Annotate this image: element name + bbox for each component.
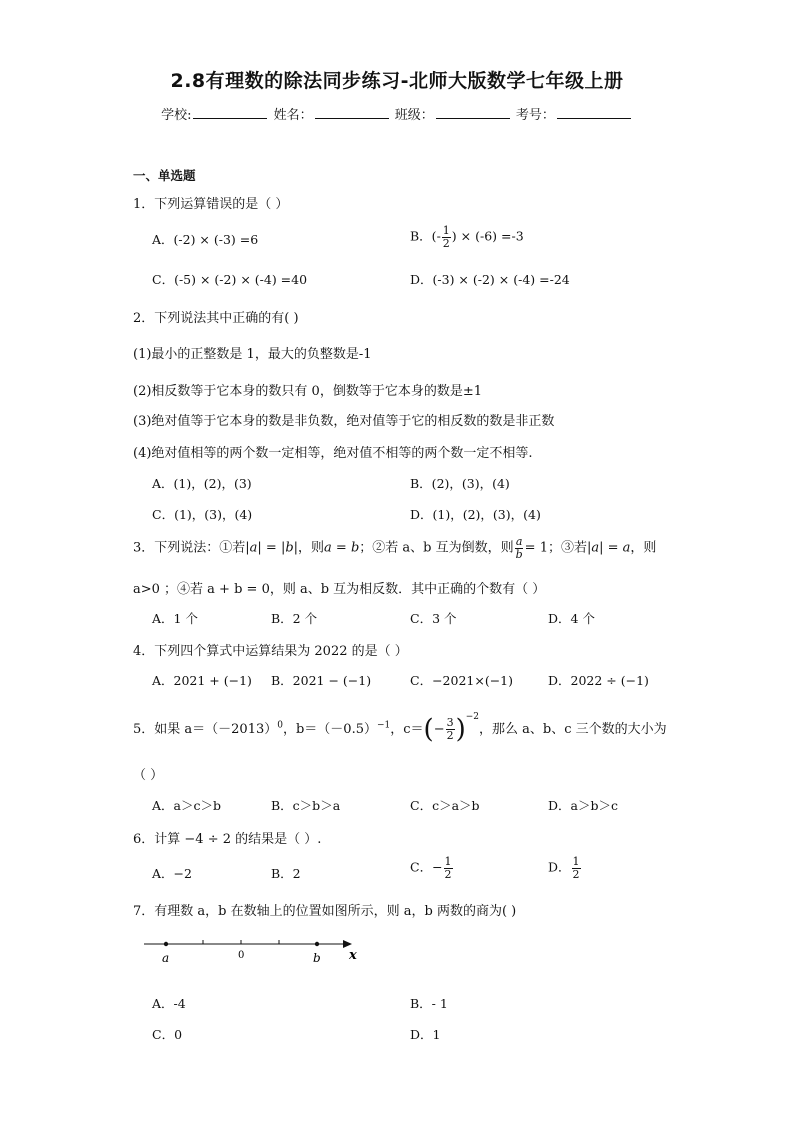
q5-paren: （ ）: [133, 768, 164, 783]
q5-stem: 5．如果 $a=(-2013)^0$，$b=(-0.5)^{-1}$，c＝(− $\frac{3}{2}$ )$^{-2}$，那么 a、b、c 三个数的大小为: [133, 712, 667, 745]
q4-stem: 4．下列四个算式中运算结果为 2022 的是（ ）: [133, 644, 408, 659]
q6-d-fraction: $\frac{1}{2}$: [572, 855, 580, 881]
label-zero: 0: [238, 950, 245, 961]
q1-b-fraction: $\frac{1}{2}$: [442, 224, 450, 250]
label-a: a: [162, 951, 170, 965]
q7-option-d: D．1: [410, 1027, 441, 1042]
section-heading: 一、单选题: [133, 168, 196, 183]
q6-option-d: D． $\frac{1}{2}$: [548, 855, 580, 881]
q2-statement-1: (1)最小的正整数是 1，最大的负整数是-1: [133, 347, 372, 362]
point-a: [164, 942, 168, 946]
class-blank[interactable]: [436, 106, 510, 119]
student-info-line: [0, 104, 794, 123]
q2-statement-4: (4)绝对值相等的两个数一定相等，绝对值不相等的两个数一定不相等.: [133, 446, 533, 461]
number-line-figure: [140, 932, 370, 972]
q1-option-b: B．(- $\frac{1}{2}$ ) × (-6) =-3: [410, 224, 524, 250]
q1-option-d: D．(-3) × (-2) × (-4) =-24: [410, 272, 570, 287]
q7-option-b: B．- 1: [410, 996, 448, 1011]
class-label: 班级：: [394, 108, 434, 123]
school-label: 学校:: [161, 108, 192, 123]
q7-option-c: C．0: [152, 1027, 183, 1042]
q5-option-a: A．a＞c＞b: [152, 798, 221, 813]
q6-stem: 6．计算 −4 ÷ 2 的结果是（ ）.: [133, 832, 322, 847]
q4-option-a: A．2021 + (−1): [152, 673, 252, 688]
q3-option-d: D．4 个: [548, 611, 595, 626]
q2-option-a: A．(1)，(2)，(3): [152, 476, 252, 491]
q4-option-b: B．2021 − (−1): [271, 673, 372, 688]
q2-stem: 2．下列说法其中正确的有( ): [133, 311, 299, 326]
q2-option-d: D．(1)，(2)，(3)，(4): [410, 507, 541, 522]
q7-stem: 7．有理数 a，b 在数轴上的位置如图所示，则 a，b 两数的商为( ): [133, 904, 517, 919]
q4-option-d: D．2022 ÷ (−1): [548, 673, 649, 688]
q6-c-fraction: $\frac{1}{2}$: [444, 855, 452, 881]
label-b: b: [313, 951, 321, 965]
school-blank[interactable]: [193, 106, 267, 119]
q4-option-c: C．−2021×(−1): [410, 673, 514, 688]
q6-option-b: B．2: [271, 866, 301, 881]
q1-stem: 1．下列运算错误的是（ ）: [133, 197, 289, 212]
name-label: 姓名：: [273, 108, 313, 123]
page-title: 2.8有理数的除法同步练习-北师大版数学七年级上册: [170, 70, 624, 92]
q3-option-a: A．1 个: [152, 611, 198, 626]
q2-statement-2: (2)相反数等于它本身的数只有 0，倒数等于它本身的数是±1: [133, 384, 482, 399]
q5-option-c: C．c＞a＞b: [410, 798, 480, 813]
q3-option-b: B．2 个: [271, 611, 318, 626]
label-x: x: [349, 948, 357, 963]
q5-fraction: $\frac{3}{2}$: [446, 716, 454, 742]
q3-abs-eq: |a| = |b|: [245, 540, 299, 556]
q3-option-c: C．3 个: [410, 611, 457, 626]
q1-option-c: C．(-5) × (-2) × (-4) =40: [152, 272, 308, 287]
q6-option-a: A．−2: [152, 866, 192, 881]
q5-option-d: D．a＞b＞c: [548, 798, 618, 813]
q7-option-a: A．-4: [152, 996, 186, 1011]
q3-fraction: $\frac{a}{b}$: [515, 535, 523, 561]
q2-statement-3: (3)绝对值等于它本身的数是非负数，绝对值等于它的相反数的数是非正数: [133, 414, 555, 429]
number-line-arrow: [343, 940, 352, 948]
id-label: 考号：: [515, 108, 555, 123]
q5-option-b: B．c＞b＞a: [271, 798, 341, 813]
q6-option-c: C．− $\frac{1}{2}$: [410, 855, 452, 881]
q2-option-c: C．(1)，(3)，(4): [152, 507, 253, 522]
id-blank[interactable]: [557, 106, 631, 119]
point-b: [315, 942, 319, 946]
q2-option-b: B．(2)，(3)，(4): [410, 476, 510, 491]
q3-line-1: 3．下列说法：①若|a| = |b|，则a = b；②若 a、b 互为倒数，则 $\frac{a}{b}$ = 1；③若|a| = a，则: [133, 535, 657, 561]
name-blank[interactable]: [315, 106, 389, 119]
q3-line-2: a>0 ；④若 a + b = 0，则 a、b 互为相反数．其中正确的个数有（ ）: [133, 582, 546, 597]
q1-option-a: A．(-2) × (-3) =6: [152, 232, 259, 247]
